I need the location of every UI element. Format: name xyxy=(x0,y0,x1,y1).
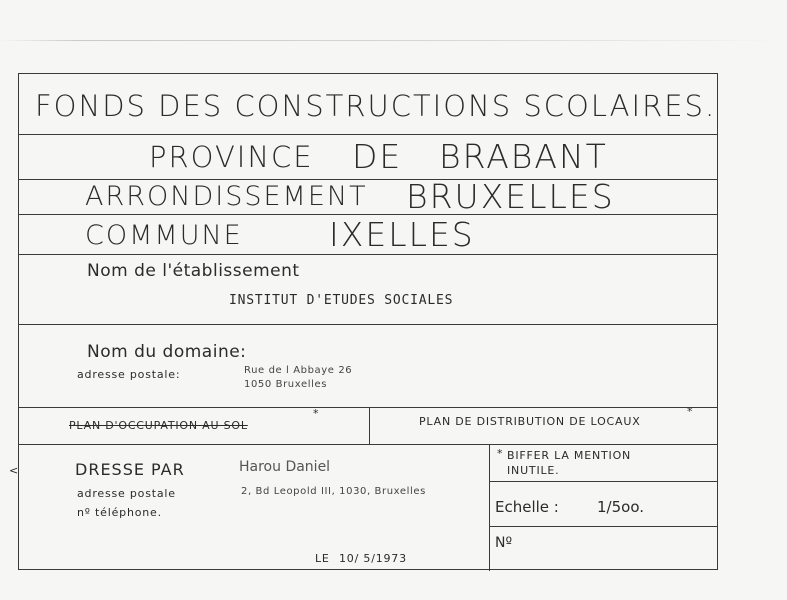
divider xyxy=(19,444,717,445)
date-value: 10/ 5/1973 xyxy=(339,552,407,565)
page-title: FONDS DES CONSTRUCTIONS SCOLAIRES. xyxy=(35,89,717,123)
right-column-divider xyxy=(489,444,490,571)
domaine-label: Nom du domaine: xyxy=(87,342,247,362)
divider xyxy=(489,481,717,482)
date-label: LE xyxy=(315,552,330,565)
etablissement-label: Nom de l'établissement xyxy=(87,261,300,281)
dresse-adresse-label: adresse postale xyxy=(77,487,176,500)
divider xyxy=(19,324,717,325)
province-de: DE xyxy=(352,137,403,176)
divider xyxy=(19,407,717,408)
arrondissement-value: BRUXELLES xyxy=(406,177,615,216)
echelle-label: Echelle : xyxy=(495,498,559,516)
province-label: PROVINCE xyxy=(149,140,314,174)
etablissement-value: INSTITUT D'ETUDES SOCIALES xyxy=(229,293,454,308)
dresse-adresse-value: 2, Bd Leopold III, 1030, Bruxelles xyxy=(241,486,426,497)
dresse-label: DRESSE PAR xyxy=(75,460,185,479)
mention-line1: BIFFER LA MENTION xyxy=(507,449,632,462)
dresse-value: Harou Daniel xyxy=(239,459,331,475)
mention-line2: INUTILE. xyxy=(507,464,560,477)
commune-value: IXELLES xyxy=(329,215,475,254)
numero-label: Nº xyxy=(495,535,513,551)
plan-distribution: PLAN DE DISTRIBUTION DE LOCAUX xyxy=(419,415,641,428)
commune-label: COMMUNE xyxy=(85,220,243,251)
divider xyxy=(19,254,717,255)
arrondissement-label: ARRONDISSEMENT xyxy=(85,181,368,212)
sheet-top-edge xyxy=(0,40,787,41)
domaine-adresse-line1: Rue de l Abbaye 26 xyxy=(244,365,353,376)
divider xyxy=(489,526,717,527)
plan-occupation: PLAN D'OCCUPATION AU SOL xyxy=(69,419,248,432)
title-block xyxy=(9,73,718,570)
domaine-adresse-line2: 1050 Bruxelles xyxy=(244,379,328,390)
plan-distribution-star: * xyxy=(687,405,694,418)
divider xyxy=(19,134,717,135)
echelle-value: 1/5oo. xyxy=(597,498,644,516)
mention-star: * xyxy=(497,447,504,460)
province-value: BRABANT xyxy=(439,137,608,176)
plan-divider xyxy=(369,407,370,444)
left-mark: < xyxy=(9,464,19,477)
plan-occupation-star: * xyxy=(313,407,320,420)
dresse-tel-label: nº téléphone. xyxy=(77,506,162,519)
domaine-adresse-label: adresse postale: xyxy=(77,368,181,381)
